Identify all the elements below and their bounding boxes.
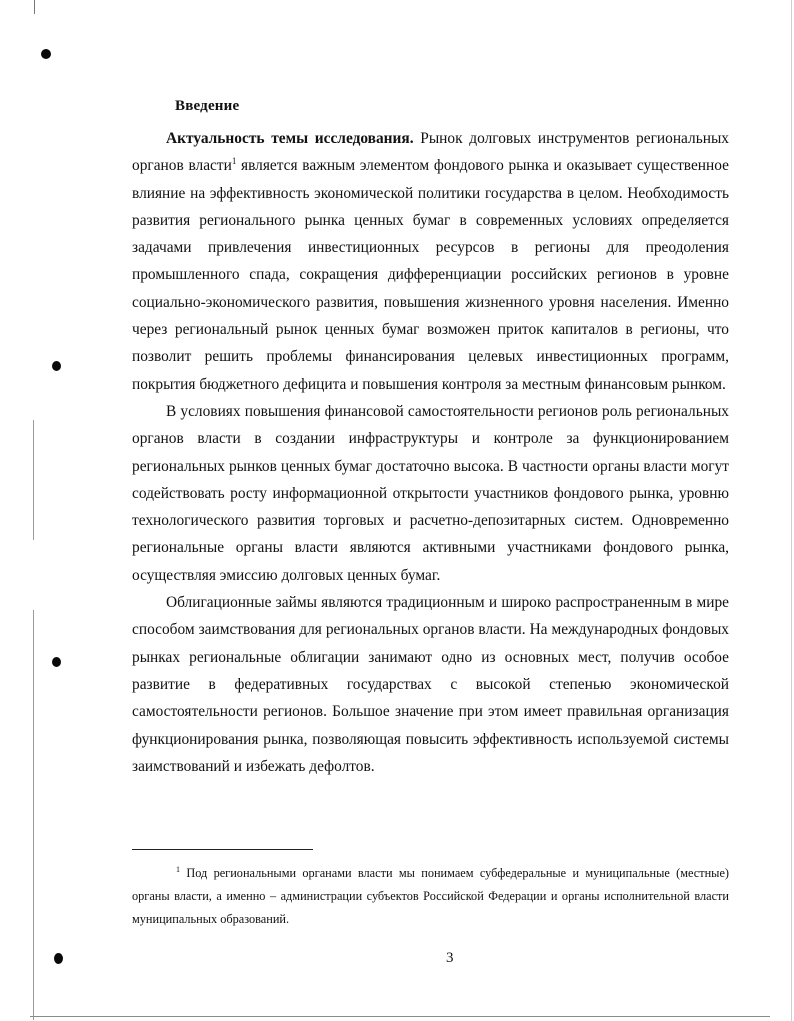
scan-artifact	[34, 0, 35, 14]
paragraph: Облигационные займы являются традиционным и широко распространенным в мире способом заимствования для региональных органов власти. На международных фондовых рынках региональные облигации занимают одно из основных мест, получив особое развитие в федеративных государствах с высокой степенью экономической самостоятельности регионов. Большое значение при этом имеет правильная организация функционирования рынка, позволяющая повысить эффективность используемой системы заимствований и избежать дефолтов.	[132, 594, 729, 775]
footnote-marker: 1	[176, 864, 180, 874]
page-number: 3	[446, 950, 454, 966]
scan-edge	[791, 0, 792, 1021]
footnote-separator	[132, 849, 313, 850]
scan-edge	[33, 610, 34, 1020]
bold-lead: Актуальность темы исследования.	[166, 130, 414, 147]
footnote	[132, 862, 729, 931]
footnote-reference: 1	[231, 156, 237, 167]
scan-edge	[30, 1016, 770, 1017]
paragraph-text: является важным элементом фондового рынка и оказывает существенное влияние на эффективность экономической политики государства в целом. Необходимость развития регионального рынка ценных бумаг в современных условиях определяется задачами привлечения инвестиционных ресурсов в регионы для преодоления промышленного спада, сокращения дифференциации российских регионов в уровне социально-экономического развития, повышения жизненного уровня населения. Именно через региональный рынок ценных бумаг возможен приток капиталов в регионы, что позволит решить проблемы финансирования целевых инвестиционных программ, покрытия бюджетного дефицита и повышения контроля за местным финансовым рынком.	[132, 157, 729, 393]
paragraph: В условиях повышения финансовой самостоятельности регионов роль региональных органов власти в создании инфраструктуры и контроле за функционированием региональных рынков ценных бумаг достаточно высока. В частности органы власти могут содействовать росту информационной открытости участников фондового рынка, уровню технологического развития торговых и расчетно-депозитарных систем. Одновременно региональные органы власти являются активными участниками фондового рынка, осуществляя эмиссию долговых ценных бумаг.	[132, 402, 729, 584]
section-heading: Введение	[175, 98, 240, 114]
footnote-text: Под региональными органами власти мы понимаем субфедеральные и муниципальные (местные) органы власти, а именно – администрации субъектов Российской Федерации и органы исполнительной власти муниципальных образований.	[132, 866, 729, 926]
paragraph	[132, 125, 729, 398]
punch-hole-icon	[54, 953, 63, 964]
body-text	[132, 125, 729, 780]
punch-hole-icon	[52, 657, 61, 667]
paragraph-text: Рынок долговых инструментов региональных органов власти	[132, 130, 729, 175]
punch-hole-icon	[52, 361, 61, 371]
punch-hole-icon	[41, 49, 51, 59]
scan-edge	[33, 420, 34, 540]
